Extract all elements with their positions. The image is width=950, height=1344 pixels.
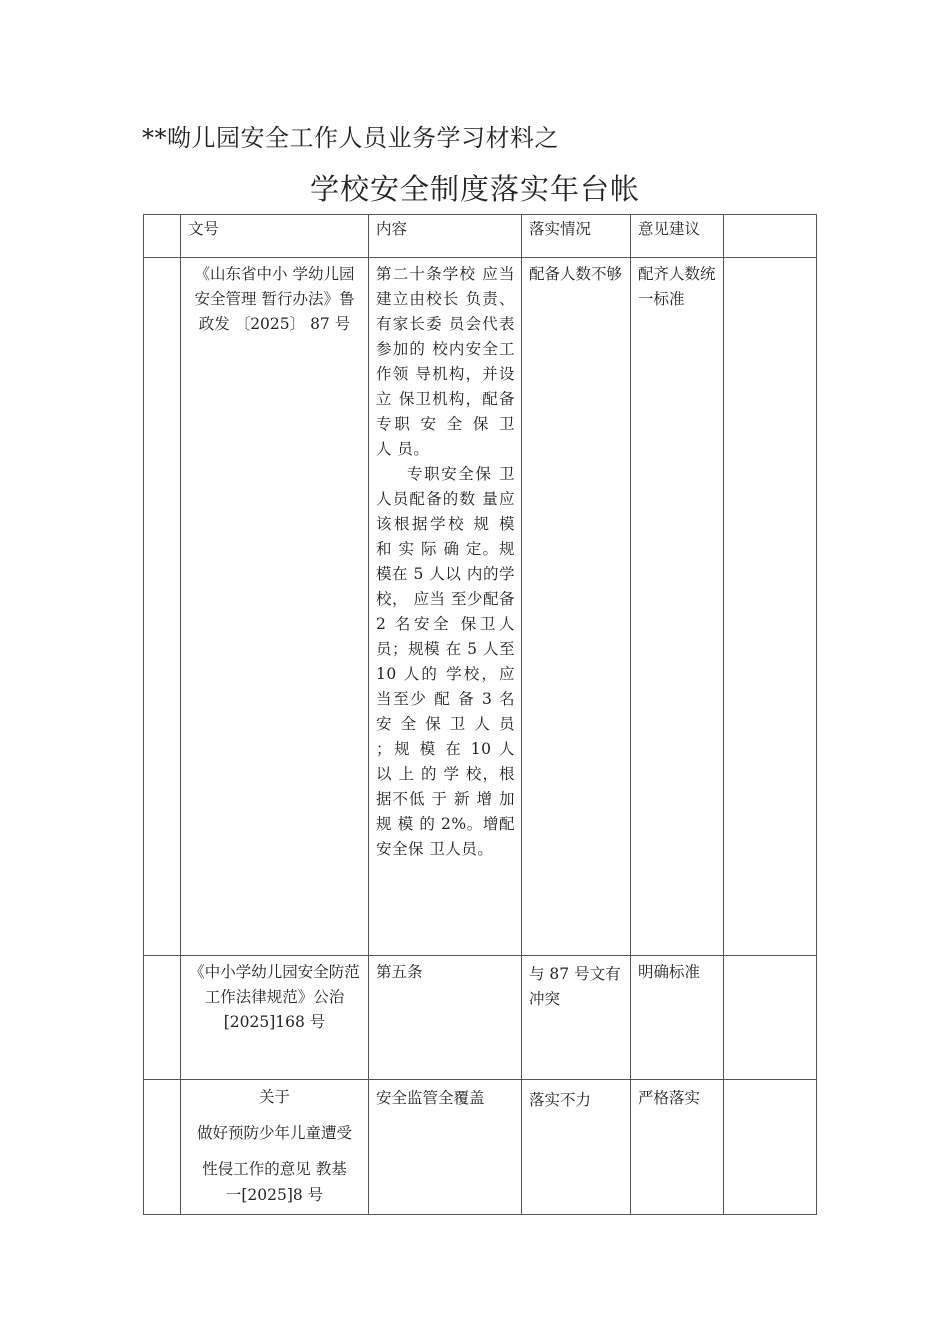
doc-line: 一[2025]8 号 (225, 1186, 324, 1204)
header-cell-advice: 意见建议 (631, 215, 724, 258)
status-text: 落实不力 (529, 1091, 592, 1109)
content-cell (369, 956, 522, 1080)
content-paragraph-1: 第五条 (376, 963, 423, 981)
status-cell (522, 1080, 631, 1215)
content-paragraph-1: 第二十条学校 应当建立由校长 负责、有家长委 员会代表参加的 校内安全工作领 导机构，并设立 保卫机构，配备 专职 安 全 保 卫 人 员。 (376, 265, 515, 458)
document-subtitle: **呦儿园安全工作人员业务学习材料之 (142, 124, 559, 152)
advice-cell (631, 1080, 724, 1215)
status-cell (522, 956, 631, 1080)
extra-cell (724, 956, 817, 1080)
safety-ledger-table (143, 214, 817, 1215)
content-paragraph-2: 专职安全保 卫人员配备的数 量应该根据学校 规 模 和 实 际 确 定。规模在 5 人以 内的学校， 应当 至少配备 2 名安全 保卫人 员；规模 在 5 人至 10 人的 学校，应当至少 配 备 3 名 安 全 保 卫 人 员 ；规 模 在 10 人 以 上 的 学 校，根据不低 于 新 增 加 规 模 的 2%。增配安全保 卫人员。 (376, 465, 515, 858)
doc-number-text: 《中小学幼儿园安全防范工作法律规范》公治[2025]168 号 (189, 963, 360, 1031)
index-cell (144, 1080, 181, 1215)
extra-cell (724, 1080, 817, 1215)
doc-line: 性侵工作的意见 教基 (202, 1160, 347, 1178)
doc-line: 做好预防少年儿童遭受 (196, 1124, 352, 1142)
doc-line: 关于 (258, 1088, 290, 1106)
doc-number-cell (181, 258, 369, 956)
header-cell-doc-number: 文号 (181, 215, 369, 258)
extra-cell (724, 258, 817, 956)
status-text: 配备人数不够 (529, 265, 623, 283)
advice-cell (631, 258, 724, 956)
table-row (144, 258, 817, 956)
index-cell (144, 956, 181, 1080)
doc-number-cell (181, 956, 369, 1080)
header-cell-status: 落实情况 (522, 215, 631, 258)
index-cell (144, 258, 181, 956)
advice-cell (631, 956, 724, 1080)
status-text: 与 87 号文有冲突 (529, 965, 621, 1008)
doc-number-text (181, 1080, 368, 1210)
content-cell (369, 1080, 522, 1215)
advice-text: 配齐人数统一标准 (638, 265, 716, 308)
doc-number-cell (181, 1080, 369, 1215)
header-cell-content: 内容 (369, 215, 522, 258)
doc-number-text: 《山东省中小 学幼儿园安全管理 暂行办法》鲁政发 〔2025〕 87 号 (194, 265, 355, 333)
status-cell (522, 258, 631, 956)
document-title: 学校安全制度落实年台帐 (309, 172, 640, 206)
content-paragraph-1: 安全监管全覆盖 (376, 1089, 485, 1107)
advice-text: 严格落实 (638, 1089, 701, 1107)
header-cell-extra (724, 215, 817, 258)
header-cell-index (144, 215, 181, 258)
table-row (144, 956, 817, 1080)
table-header-row (144, 215, 817, 258)
table-row (144, 1080, 817, 1215)
advice-text: 明确标准 (638, 963, 701, 981)
content-cell (369, 258, 522, 956)
